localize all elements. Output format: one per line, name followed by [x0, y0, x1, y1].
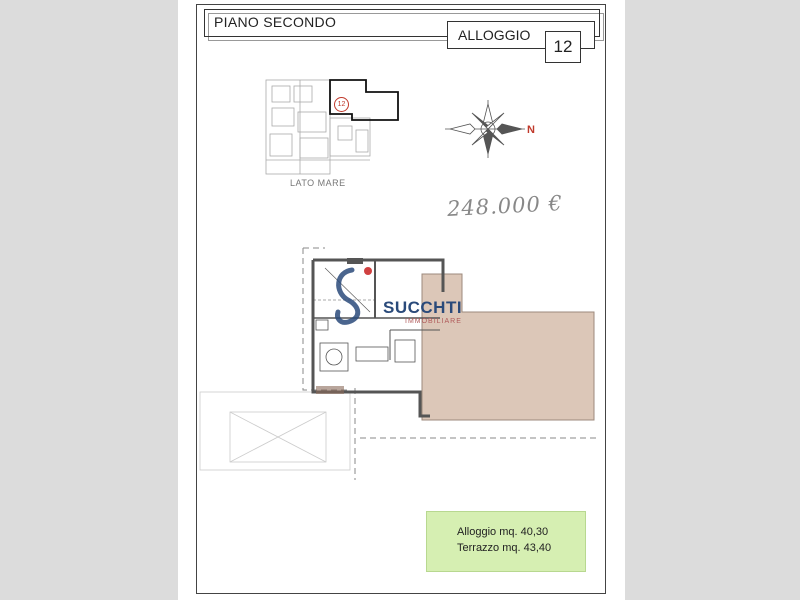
compass-rose [445, 100, 525, 158]
handwritten-price: 248.000 € [446, 190, 564, 222]
north-label: N [527, 124, 535, 136]
key-plan-unit-badge: 12 [334, 97, 349, 112]
location-dot [364, 267, 372, 275]
key-plan-side-label: LATO MARE [290, 178, 346, 188]
watermark-brand: SUCCHTI [383, 298, 463, 317]
lower-floor-ghost [200, 392, 350, 470]
terrazzo-area: Terrazzo mq. 43,40 [457, 542, 552, 554]
unit-label: ALLOGGIO [458, 27, 531, 43]
alloggio-area: Alloggio mq. 40,30 [457, 526, 549, 538]
watermark-subtitle: IMMOBILIARE [405, 318, 462, 325]
floor-title: PIANO SECONDO [214, 14, 337, 30]
watermark-s-logo [337, 270, 357, 322]
terrace-area [422, 274, 594, 420]
unit-number: 12 [545, 31, 581, 63]
key-plan [266, 80, 370, 174]
